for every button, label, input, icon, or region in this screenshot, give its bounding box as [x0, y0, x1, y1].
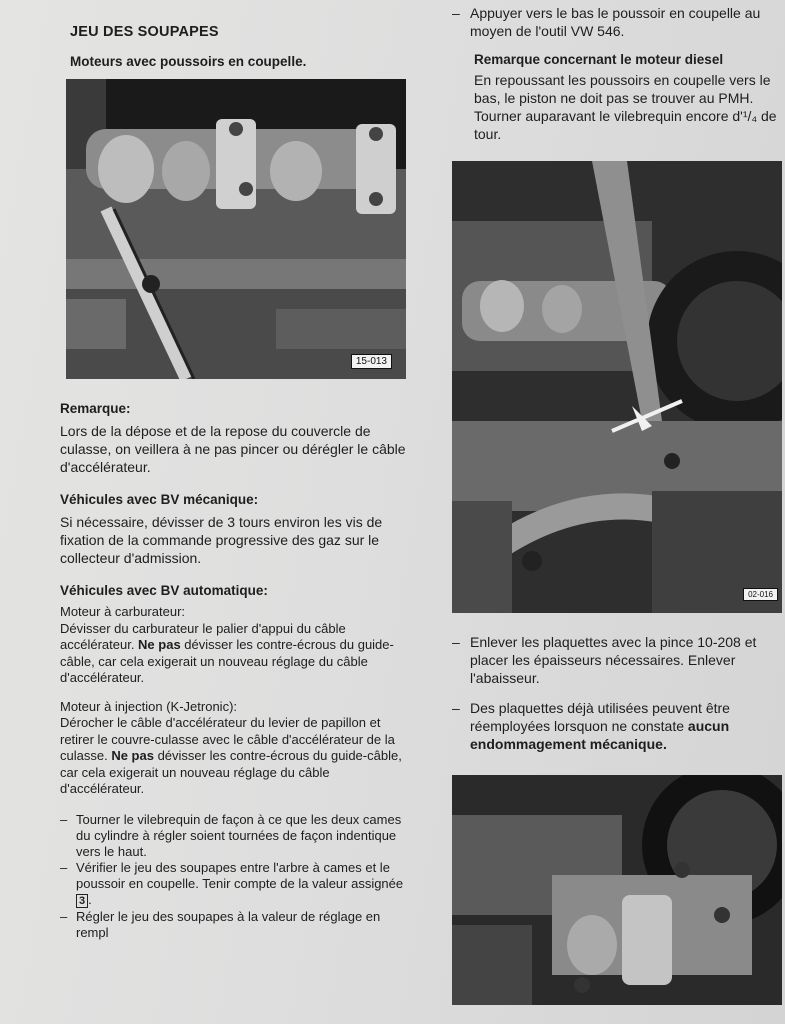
camshaft-illustration: [66, 79, 406, 379]
carburettor-heading: Moteur à carburateur:: [60, 604, 186, 619]
reuse-shims-bold: aucun endommagement mécanique.: [470, 718, 730, 752]
value-ref-box: 3: [76, 894, 88, 908]
tappet-photo: [452, 775, 782, 1005]
injection-text: [60, 715, 410, 798]
reuse-shims-step: – Des plaquettes déjà utilisées peuvent être réemployées lorsquon ne constate aucun endommagement mécanique.: [452, 700, 730, 752]
tool-step-text: Appuyer vers le bas le poussoir en coupelle au moyen de l'outil VW 546.: [470, 5, 761, 39]
right-column: [452, 4, 782, 1005]
auto-gearbox-heading: Véhicules avec BV automatique:: [60, 583, 268, 598]
figure-tag: 02-016: [743, 588, 778, 601]
remark-heading: Remarque:: [60, 401, 131, 416]
carburettor-text-bold: Ne pas: [138, 637, 181, 652]
subsection-title: Moteurs avec poussoirs en coupelle.: [70, 54, 307, 69]
remark-text: Lors de la dépose et de la repose du couvercle de culasse, on veillera à ne pas pincer ou dérégler le câble d'accélérateur.: [60, 423, 406, 475]
reuse-shims-text: Des plaquettes déjà utilisées peuvent être réemployées lorsquon ne constate: [470, 700, 730, 734]
left-column: [60, 24, 410, 941]
carburettor-text-b: dévisser les contre-écrous du guide-câble, car cela exigerait un nouveau réglage du câble d'accélérateur.: [60, 637, 394, 685]
camshaft-photo: [66, 79, 406, 379]
step-item: – Régler le jeu des soupapes à la valeur de réglage en rempl: [60, 909, 410, 941]
step-item: – Tourner le vilebrequin de façon à ce que les deux cames du cylindre à régler soient tournées de façon indentique vers le haut.: [60, 812, 410, 860]
diesel-text: En repoussant les poussoirs en coupelle vers le bas, le piston ne doit pas se trouver au PMH. Tourner auparavant le vilebrequin encore d'¹/₄ de tour.: [474, 72, 777, 142]
engine-illustration: [452, 161, 782, 613]
step-item: – Vérifier le jeu des soupapes entre l'arbre à cames et le poussoir en coupelle. Tenir compte de la valeur assignée 3 .: [60, 859, 404, 907]
step-text: Tourner le vilebrequin de façon à ce que les deux cames du cylindre à régler soient tournées de façon indentique vers le haut.: [76, 811, 402, 859]
injection-text-bold: Ne pas: [111, 748, 154, 763]
section-title: JEU DES SOUPAPES: [70, 24, 219, 40]
carburettor-text-a: Dévisser du carburateur le palier d'appui du câble accélérateur.: [60, 620, 346, 652]
step-text: Régler le jeu des soupapes à la valeur de réglage en rempl: [76, 908, 381, 940]
tool-step: – Appuyer vers le bas le poussoir en coupelle au moyen de l'outil VW 546.: [452, 4, 782, 40]
engine-photo: [452, 161, 782, 613]
manual-gearbox-heading: Véhicules avec BV mécanique:: [60, 492, 259, 507]
tappet-illustration: [452, 775, 782, 1005]
manual-gearbox-text: Si nécessaire, dévisser de 3 tours environ les vis de fixation de la commande progressive des gaz sur le collecteur d'admission.: [60, 514, 383, 566]
injection-text-b: dévisser les contre-écrous du guide-câble, car cela exigerait un nouveau réglage du câble d'accélérateur.: [60, 748, 402, 796]
remove-shims-text: Enlever les plaquettes avec la pince 10-208 et placer les épaisseurs nécessaires. Enlever l'abaisseur.: [470, 634, 757, 686]
injection-heading: Moteur à injection (K-Jetronic):: [60, 698, 238, 714]
remove-shims-step: – Enlever les plaquettes avec la pince 10-208 et placer les épaisseurs nécessaires. Enlever l'abaisseur.: [452, 633, 782, 687]
step-text: Vérifier le jeu des soupapes entre l'arbre à cames et le poussoir en coupelle. Tenir compte de la valeur assignée: [76, 859, 404, 891]
diesel-heading: Remarque concernant le moteur diesel: [474, 52, 724, 67]
injection-text-a: Dérocher le câble d'accélérateur du levier de papillon et retirer le couvre-culasse avec le câble d'accélérateur de la culasse.: [60, 715, 395, 763]
carburettor-text: [60, 621, 410, 687]
figure-tag: 15-013: [351, 354, 392, 369]
